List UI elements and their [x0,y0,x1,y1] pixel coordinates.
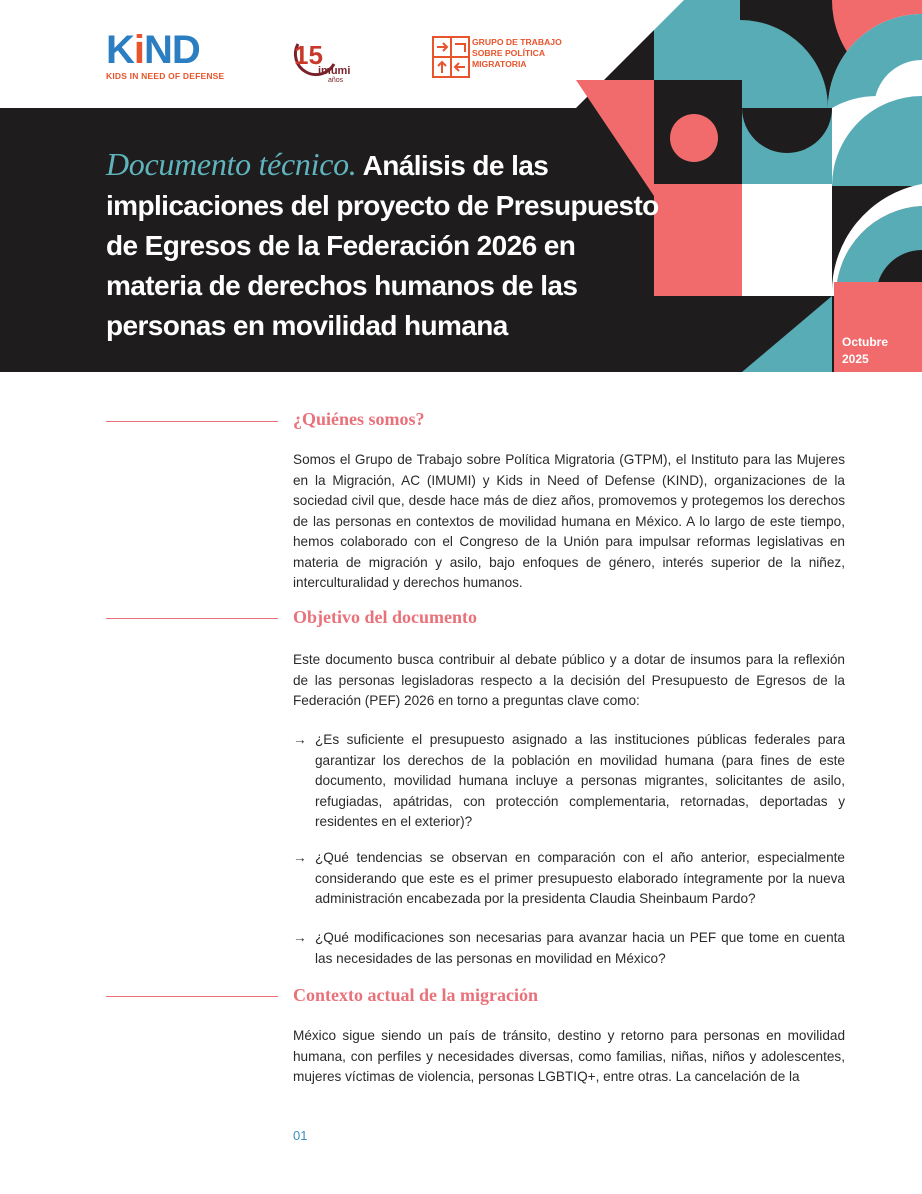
kind-logo-i: i [133,28,145,72]
document-title [106,144,666,346]
section-intro-objetivo: Este documento busca contribuir al debate público y a dotar de insumos para la reflexión de las personas legisladoras respecto a la decisión del Presupuesto de Egresos de la Federación (PEF) 2026 en torno a preguntas clave como: [293,652,845,708]
section-rule-objetivo [106,618,278,619]
kind-logo-word [106,30,226,70]
list-item-text: ¿Es suficiente el presupuesto asignado a las instituciones públicas federales para garantizar los derechos de la población en movilidad humana (para fines de este documento, movilidad humana incluye a personas migrantes, solicitantes de asilo, refugiadas, apátridas, con protección complementaria, retornadas, deportadas y residentes en el exterior)? [315,732,845,829]
imumi-logo-number: 15 [294,40,323,70]
art-coral-circle [670,114,718,162]
date-month: Octubre [842,335,889,349]
arrow-right-icon: → [293,732,307,747]
section-rule-contexto [106,996,278,997]
arrow-right-icon: → [293,850,307,865]
section-text-contexto: México sigue siendo un país de tránsito, destino y retorno para personas en movilidad humana, con perfiles y necesidades diversas, como familias, niñas, niños y adolescentes, mujeres víctimas de violencia, personas LGBTIQ+, entre otras. La cancelación de la [293,1028,845,1084]
kind-logo-subtitle: KIDS IN NEED OF DEFENSE [106,71,225,81]
section-text-quienes: Somos el Grupo de Trabajo sobre Política Migratoria (GTPM), el Instituto para las Mujeres en la Migración, AC (IMUMI) y Kids in Need of Defense (KIND), organizaciones de la sociedad civil que, desde hace más de diez años, promovemos y protegemos los derechos de las personas en contextos de movilidad humana en México. A lo largo de este tiempo, hemos colaborado con el Congreso de la Unión para impulsar reformas legislativas en materia de migración y asilo, bajo enfoques de género, interés superior de la niñez, interculturalidad y derechos humanos. [293,452,845,590]
gtpm-logo-text [472,37,562,70]
imumi-logo [290,36,360,86]
imumi-logo-years: años [328,77,344,84]
kind-logo [106,30,226,82]
arrow-right-icon: → [293,930,307,945]
kind-logo-nd: ND [144,28,200,72]
list-item [293,730,845,833]
gtpm-logo [432,36,572,82]
gtpm-logo-mark [432,36,470,78]
section-title-objetivo: Objetivo del documento [293,607,477,627]
page-number: 01 [293,1128,308,1143]
gtpm-line-1: GRUPO DE TRABAJO [472,37,562,47]
gtpm-line-3: MIGRATORIA [472,59,527,69]
list-item-text: ¿Qué tendencias se observan en comparación con el año anterior, especialmente considerando que este es el primer presupuesto elaborado íntegramente por la nueva administración encabezada por la presidenta Claudia Sheinbaum Pardo? [315,850,845,906]
list-item-text: ¿Qué modificaciones son necesarias para avanzar hacia un PEF que tome en cuenta las necesidades de las personas en movilidad en México? [315,930,845,966]
gtpm-line-2: SOBRE POLÍTICA [472,48,546,58]
imumi-logo-name: imumi [318,65,351,77]
document-title-main: Análisis de las implicaciones del proyecto de Presupuesto de Egresos de la Federación 2026 en materia de derechos humanos de las personas en movilidad humana [106,150,659,341]
art-teal-tri-bottom [742,296,832,372]
list-item [293,928,845,969]
art-coral-tri-low [654,184,742,296]
date-year: 2025 [842,352,869,366]
document-title-lead: Documento técnico. [106,146,357,182]
section-title-contexto: Contexto actual de la migración [293,985,538,1005]
imumi-logo-mark [290,36,360,86]
kind-logo-k: K [106,28,134,72]
section-rule-quienes [106,421,278,422]
section-title-quienes: ¿Quiénes somos? [293,409,425,429]
list-item [293,848,845,910]
document-date [842,334,888,368]
